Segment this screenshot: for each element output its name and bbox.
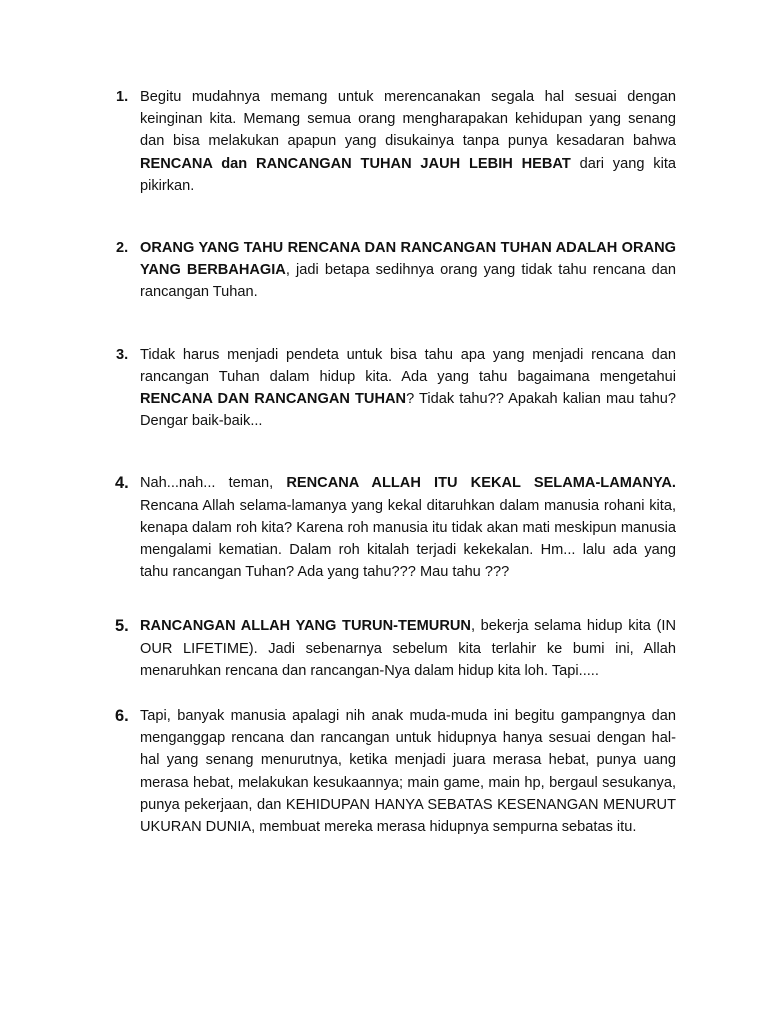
item-text xyxy=(140,86,676,197)
list-item xyxy=(112,705,676,838)
emphasis-text: RENCANA DAN RANCANGAN TUHAN xyxy=(140,391,407,408)
text-segment: Tidak harus menjadi pendeta untuk bisa tahu apa yang menjadi rencana dan rancangan Tuhan dalam hidup kita. Ada yang tahu bagaimana mengetahui xyxy=(140,346,676,385)
item-text xyxy=(140,472,676,583)
text-segment: Tapi, banyak manusia apalagi nih anak muda-muda ini begitu gampangnya dan menganggap rencana dan rancangan untuk hidupnya hanya sesuai dengan hal-hal yang senang menurutnya, ketika menjadi juara merasa hebat, punya uang merasa hebat, melakukan kesukaannya; main game, main hp, bergaul sesukanya, punya pekerjaan, dan KEHIDUPAN HANYA SEBATAS KESENANGAN MENURUT UKURAN DUNIA, membuat mereka merasa hidupnya sempurna sebatas itu. xyxy=(140,708,676,836)
text-segment: Rencana Allah selama-lamanya yang kekal ditaruhkan dalam manusia rohani kita, kenapa dalam roh kita? Karena roh manusia itu tidak akan mati meskipun manusia mengalami kematian. Dalam roh kitalah terjadi kekekalan. Hm... lalu ada yang tahu rancangan Tuhan? Ada yang tahu??? Mau tahu ??? xyxy=(140,497,676,581)
item-text xyxy=(140,237,676,304)
item-number: 1. xyxy=(116,89,129,105)
item-text xyxy=(140,344,676,433)
list-item xyxy=(112,86,676,197)
item-number: 4. xyxy=(115,474,129,493)
emphasis-text: RANCANGAN ALLAH YANG TURUN-TEMURUN xyxy=(140,618,471,635)
text-segment: ? Tidak tahu?? Apakah kalian mau tahu? Dengar baik-baik... xyxy=(140,391,676,430)
item-number: 3. xyxy=(116,346,129,363)
item-text xyxy=(140,615,676,682)
item-number: 2. xyxy=(116,240,129,257)
text-segment: , bekerja selama hidup kita (IN OUR LIFETIME). Jadi sebenarnya sebelum kita terlahir ke bumi ini, Allah menaruhkan rencana dan rancangan-Nya dalam hidup kita loh. Tapi..... xyxy=(140,618,677,679)
numbered-list xyxy=(112,86,676,838)
list-item xyxy=(112,237,676,304)
emphasis-text: RENCANA ALLAH ITU KEKAL SELAMA-LAMANYA. xyxy=(286,475,676,492)
item-number: 6. xyxy=(115,707,129,726)
item-text xyxy=(140,705,676,838)
list-item xyxy=(112,344,676,433)
text-segment: Nah...nah... teman, xyxy=(140,475,287,492)
emphasis-text: ORANG YANG TAHU RENCANA DAN RANCANGAN TUHAN ADALAH ORANG YANG BERBAHAGIA xyxy=(140,240,676,279)
list-item xyxy=(112,472,676,583)
text-segment: Begitu mudahnya memang untuk merencanakan segala hal sesuai dengan keinginan kita. Memang semua orang mengharapakan kehidupan yang senang dan bisa melakukan apapun yang disukainya tanpa punya kesadaran bahwa xyxy=(140,89,676,150)
emphasis-text: RENCANA dan RANCANGAN TUHAN JAUH LEBIH HEBAT xyxy=(140,155,571,172)
item-number: 5. xyxy=(115,617,129,636)
text-segment: , jadi betapa sedihnya orang yang tidak tahu rencana dan rancangan Tuhan. xyxy=(140,262,676,301)
list-item xyxy=(112,615,676,682)
text-segment: dari yang kita pikirkan. xyxy=(140,155,677,194)
